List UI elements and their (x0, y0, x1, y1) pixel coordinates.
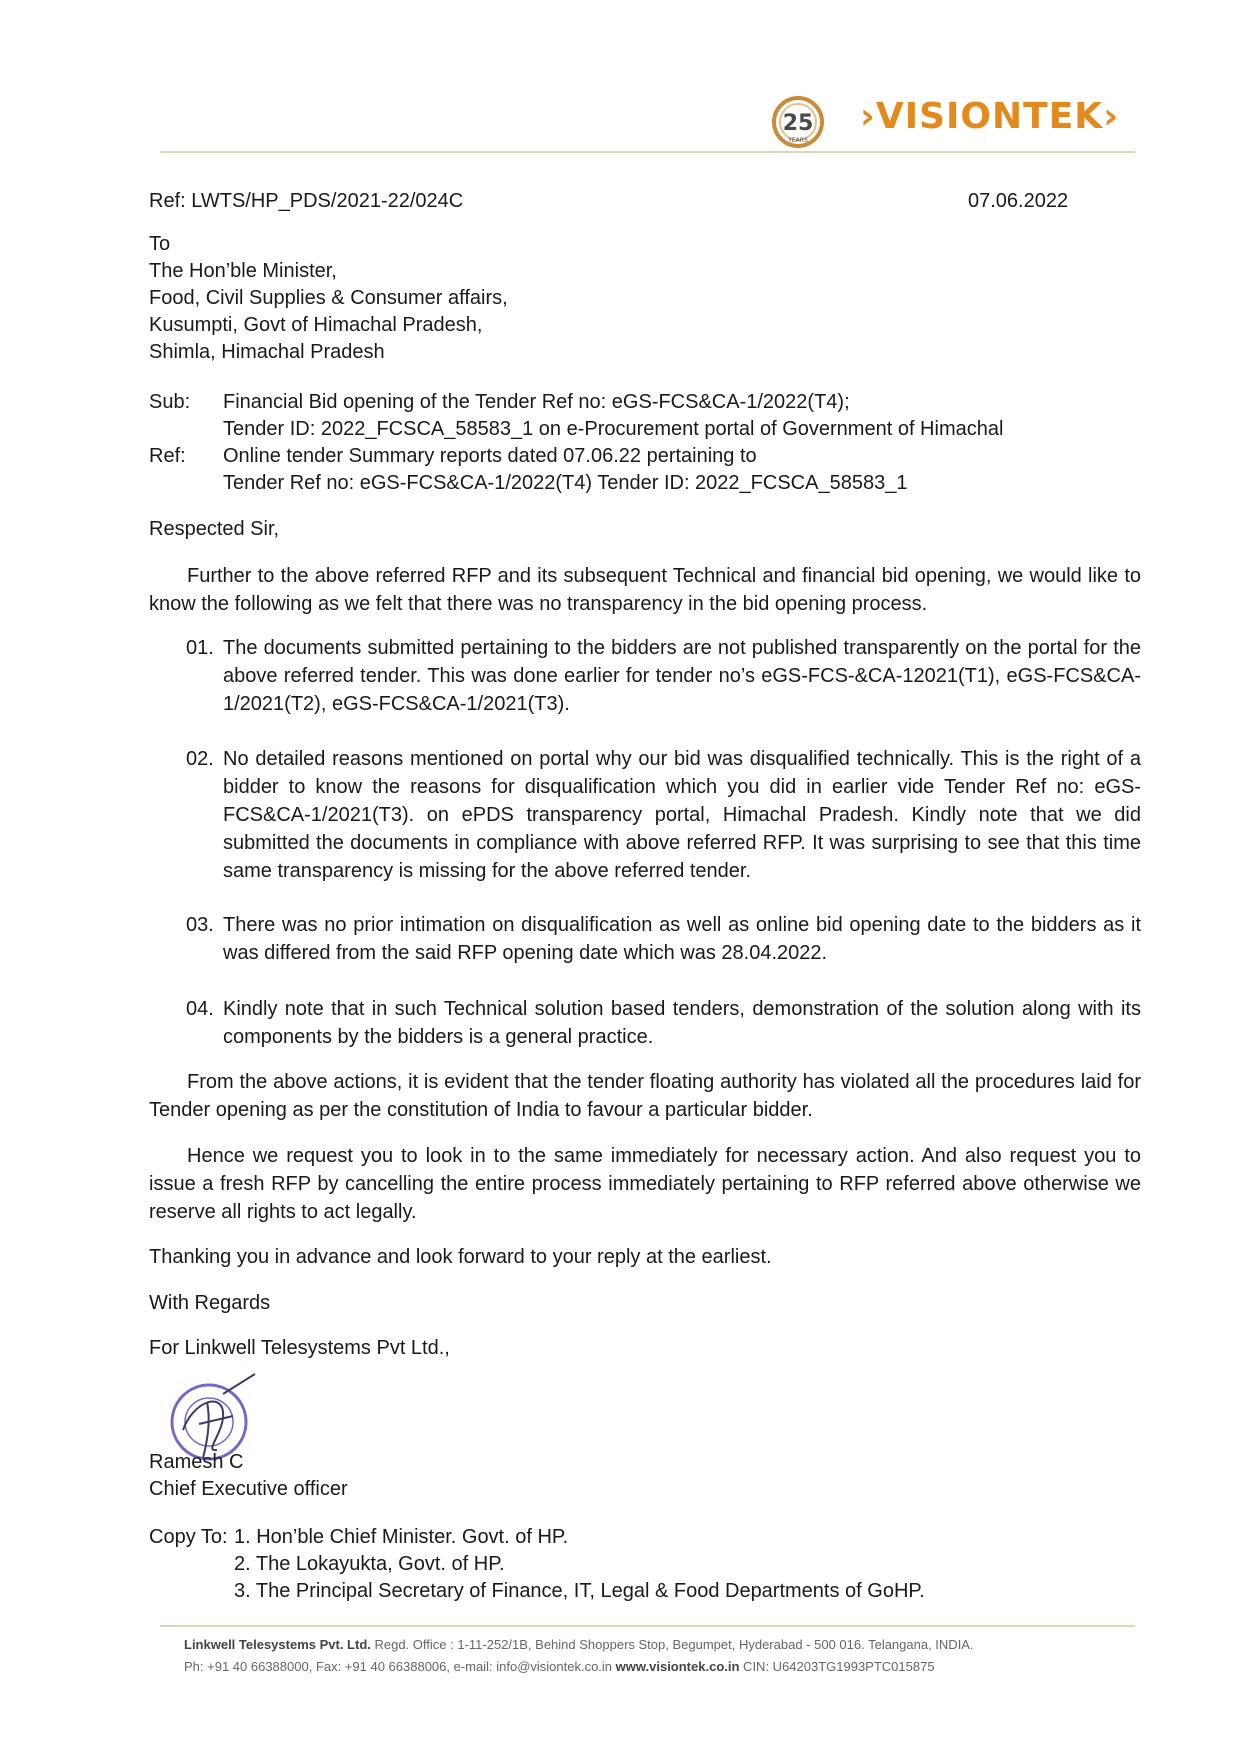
copy-recipient: 2. The Lokayukta, Govt. of HP. (234, 1553, 505, 1575)
reference-line: Tender Ref no: eGS-FCS&CA-1/2022(T4) Tender ID: 2022_FCSCA_58583_1 (223, 472, 908, 494)
point-number: 02. (186, 748, 214, 770)
footer-address (184, 1635, 974, 1655)
footer-address-text: Regd. Office : 1-11-252/1B, Behind Shoppers Stop, Begumpet, Hyderabad - 500 016. Telangana, INDIA. (370, 1637, 974, 1652)
to-label: To (149, 233, 171, 255)
salutation: Respected Sir, (149, 518, 280, 540)
letter-date: 07.06.2022 (968, 190, 1069, 212)
anniversary-badge-number: 25 (782, 111, 814, 136)
brand-wordmark: ›VISIONTEK› (860, 96, 1120, 137)
signatory-title: Chief Executive officer (149, 1478, 348, 1500)
violation-paragraph: From the above actions, it is evident that the tender floating authority has violated all the procedures laid for Tender opening as per the constitution of India to favour a particular bidder. (149, 1071, 1141, 1121)
point-number: 04. (186, 998, 214, 1020)
point-text: There was no prior intimation on disqualification as well as online bid opening date to the bidders as it was differed from the said RFP opening date which was 28.04.2022. (223, 914, 1141, 964)
anniversary-badge-caption: YEARS (788, 137, 808, 144)
point-text: No detailed reasons mentioned on portal why our bid was disqualified technically. This is the right of a bidder to know the reasons for disqualification which you did in earlier vide Tender Ref no: eGS-FCS&CA-1/2021(T3). on ePDS transparency portal, Himachal Pradesh. Kindly note that we did submitted the documents in compliance with above referred RFP. It was surprising to see that this time same transparency is missing for the above referred tender. (223, 748, 1141, 882)
footer-company: Linkwell Telesystems Pvt. Ltd. (184, 1637, 371, 1652)
reference-line: Online tender Summary reports dated 07.06.22 pertaining to (223, 445, 757, 467)
address-line: Kusumpti, Govt of Himachal Pradesh, (149, 314, 483, 336)
company-sign-line: For Linkwell Telesystems Pvt Ltd., (149, 1337, 450, 1359)
copy-to-label: Copy To: (149, 1526, 228, 1548)
thanks-line: Thanking you in advance and look forward to your reply at the earliest. (149, 1246, 772, 1268)
reference-label: Ref: (149, 445, 186, 467)
regards-line: With Regards (149, 1292, 271, 1314)
address-line: Food, Civil Supplies & Consumer affairs, (149, 287, 508, 309)
copy-recipient: 3. The Principal Secretary of Finance, IT, Legal & Food Departments of GoHP. (234, 1580, 925, 1602)
point-text: Kindly note that in such Technical solution based tenders, demonstration of the solution along with its components by the bidders is a general practice. (223, 998, 1141, 1048)
address-line: Shimla, Himachal Pradesh (149, 341, 385, 363)
signatory-name: Ramesh C (149, 1451, 244, 1473)
intro-paragraph: Further to the above referred RFP and its subsequent Technical and financial bid opening, we would like to know the following as we felt that there was no transparency in the bid opening process. (149, 565, 1141, 615)
request-paragraph: Hence we request you to look in to the same immediately for necessary action. And also request you to issue a fresh RFP by cancelling the entire process immediately pertaining to RFP referred above otherwise we reserve all rights to act legally. (149, 1145, 1141, 1223)
subject-line: Tender ID: 2022_FCSCA_58583_1 on e-Procurement portal of Government of Himachal (223, 418, 1004, 440)
footer-contact (184, 1657, 935, 1677)
footer-divider (160, 1625, 1135, 1627)
point-number: 03. (186, 914, 214, 936)
header-divider (160, 151, 1135, 153)
footer-website[interactable]: www.visiontek.co.in (615, 1659, 740, 1674)
reference-number: Ref: LWTS/HP_PDS/2021-22/024C (149, 190, 464, 212)
point-text: The documents submitted pertaining to the bidders are not published transparently on the portal for the above referred tender. This was done earlier for tender no’s eGS-FCS-&CA-12021(T1), eGS-FCS&CA-1/2021(T2), eGS-FCS&CA-1/2021(T3). (223, 637, 1141, 715)
copy-recipient: 1. Hon’ble Chief Minister. Govt. of HP. (234, 1526, 569, 1548)
footer-cin: CIN: U64203TG1993PTC015875 (739, 1659, 935, 1674)
subject-label: Sub: (149, 391, 191, 413)
footer-contact-text: Ph: +91 40 66388000, Fax: +91 40 66388006, e-mail: info@visiontek.co.in (184, 1659, 616, 1674)
point-number: 01. (186, 637, 214, 659)
subject-line: Financial Bid opening of the Tender Ref no: eGS-FCS&CA-1/2022(T4); (223, 391, 850, 413)
address-line: The Hon’ble Minister, (149, 260, 337, 282)
